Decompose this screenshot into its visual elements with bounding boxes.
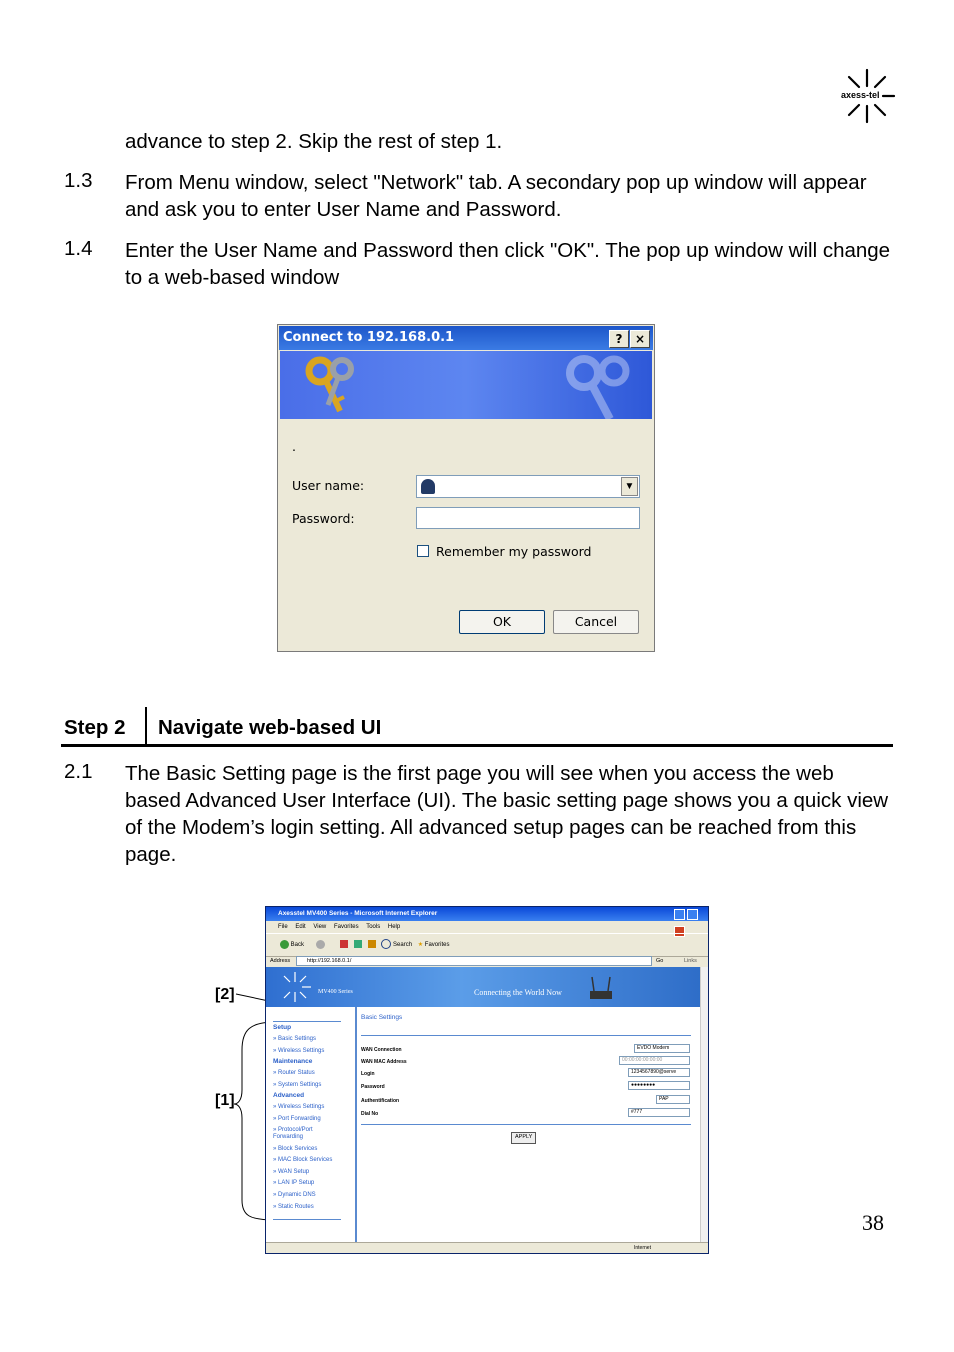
banner-slogan: Connecting the World Now (474, 988, 562, 997)
sidebar-item[interactable]: » Router Status (273, 1070, 315, 1076)
step-number: 1.4 (64, 237, 93, 260)
router-main (358, 1007, 701, 1243)
dialog-banner (280, 351, 652, 419)
dialog-title: Connect to 192.168.0.1 (283, 330, 455, 345)
apply-button[interactable]: APPLY (511, 1132, 536, 1144)
links-label: Links (684, 958, 697, 964)
search-icon[interactable] (381, 939, 391, 949)
password-field[interactable] (416, 507, 640, 529)
menu-item[interactable]: Help (387, 924, 401, 930)
page-number: 38 (862, 1210, 884, 1235)
wan-connection-select[interactable]: EVDO Modem (634, 1044, 690, 1053)
router-sidebar (266, 1007, 357, 1243)
form-label: WAN Connection (361, 1047, 402, 1053)
step-title: Navigate web-based UI (158, 716, 382, 739)
search-button[interactable]: Search (393, 942, 413, 948)
step-label: Step 2 (64, 716, 126, 739)
sidebar-item[interactable]: » Block Services (273, 1146, 318, 1152)
auth-select[interactable]: PAP (656, 1095, 690, 1104)
sidebar-item[interactable]: » LAN IP Setup (273, 1180, 315, 1186)
axesstel-logo-icon (278, 970, 312, 1004)
address-bar (266, 955, 708, 967)
forward-icon[interactable] (316, 940, 325, 949)
address-input[interactable]: http://192.168.0.1/ (296, 956, 652, 966)
step-divider (145, 707, 147, 745)
brand-logo (838, 68, 896, 124)
user-icon (421, 479, 435, 494)
step-text: From Menu window, select "Network" tab. A secondary pop up window will appear and ask you to enter User Name and Password. (125, 171, 867, 221)
sidebar-heading: Maintenance (273, 1058, 313, 1065)
form-label: Authentification (361, 1098, 400, 1104)
close-button[interactable]: × (630, 330, 650, 348)
menu-item[interactable]: Edit (295, 924, 306, 930)
username-combobox[interactable] (416, 475, 640, 498)
sidebar-item[interactable]: » Protocol/Port Forwarding (273, 1127, 313, 1140)
favorites-button[interactable]: Favorites (424, 942, 450, 948)
keys-watermark-icon (544, 353, 644, 419)
page-title: Basic Settings (361, 1014, 403, 1021)
sidebar-item[interactable]: » Wireless Settings (273, 1104, 325, 1110)
menu-item[interactable]: Favorites (333, 924, 359, 930)
form-label: Login (361, 1071, 375, 1077)
browser-scrollbar[interactable] (700, 967, 708, 1243)
browser-toolbar (266, 933, 708, 957)
step-rule (61, 744, 893, 747)
step-text: Enter the User Name and Password then click "OK". The pop up window will change to a web-based window (125, 239, 891, 289)
dialog-titlebar (279, 326, 653, 350)
back-icon[interactable] (280, 940, 289, 949)
remember-label: Remember my password (436, 544, 592, 559)
menu-item[interactable]: Tools (366, 924, 381, 930)
cancel-button[interactable]: Cancel (553, 610, 639, 634)
mac-address-field[interactable]: 00:00:00:00:00:00 (619, 1056, 690, 1065)
browser-statusbar (266, 1242, 708, 1253)
password-label: Password: (292, 511, 355, 526)
help-button[interactable]: ? (609, 330, 629, 348)
logo-text: axess-tel (841, 90, 880, 100)
stop-icon[interactable] (340, 940, 348, 948)
sidebar-item[interactable]: » Dynamic DNS (273, 1192, 316, 1198)
chevron-down-icon[interactable]: ▼ (621, 477, 638, 496)
sidebar-item[interactable]: » System Settings (273, 1082, 322, 1088)
intro-text: advance to step 2. Skip the rest of step 1. (125, 130, 503, 153)
router-page (266, 1007, 701, 1243)
router-icon (586, 973, 616, 1003)
sidebar-item[interactable]: » Static Routes (273, 1204, 314, 1210)
sidebar-item[interactable]: » Wireless Settings (273, 1048, 325, 1054)
dialog-dot: . (292, 439, 296, 454)
menu-item[interactable]: File (278, 924, 288, 930)
step-number: 1.3 (64, 169, 93, 192)
sidebar-item[interactable]: » WAN Setup (273, 1169, 310, 1175)
step-text: The Basic Setting page is the first page you will see when you access the web based Advanced User Interface (UI). The basic setting page shows you a quick view of the Modem’s login setting. All advanced setup pages can be reached from this page. (125, 762, 889, 866)
address-label: Address (270, 958, 291, 964)
sidebar-item[interactable]: » MAC Block Services (273, 1157, 333, 1163)
form-label: Password (361, 1084, 385, 1090)
keys-icon (298, 353, 368, 419)
sidebar-item[interactable]: » Port Forwarding (273, 1116, 321, 1122)
form-label: Dial No (361, 1111, 379, 1117)
browser-menubar (266, 921, 708, 933)
router-banner (266, 967, 701, 1007)
sidebar-item[interactable]: » Basic Settings (273, 1036, 317, 1042)
form-label: WAN MAC Address (361, 1059, 407, 1065)
sidebar-heading: Advanced (273, 1092, 305, 1099)
refresh-icon[interactable] (354, 940, 362, 948)
remember-checkbox[interactable] (417, 545, 429, 557)
menu-item[interactable]: View (313, 924, 327, 930)
window-controls[interactable] (674, 909, 706, 919)
username-label: User name: (292, 478, 365, 493)
banner-product: MV400 Series (318, 989, 353, 995)
go-button[interactable]: Go (656, 958, 664, 964)
browser-title: Axesstel MV400 Series - Microsoft Internet Explorer (278, 910, 438, 917)
star-icon[interactable]: ★ (417, 942, 424, 948)
callout-label: [1] (215, 1092, 235, 1109)
login-field[interactable]: 1234567890@serve (628, 1068, 690, 1077)
browser-titlebar (266, 907, 708, 921)
dial-number-field[interactable]: #777 (628, 1108, 690, 1117)
home-icon[interactable] (368, 940, 376, 948)
password-field[interactable]: ●●●●●●●● (628, 1081, 690, 1090)
callout-label: [2] (215, 986, 235, 1003)
sidebar-heading: Setup (273, 1024, 292, 1031)
login-dialog (277, 324, 655, 652)
status-zone: Internet (634, 1245, 651, 1251)
back-button[interactable]: Back (290, 942, 305, 948)
step-number: 2.1 (64, 760, 93, 783)
ok-button[interactable]: OK (459, 610, 545, 634)
browser-window (265, 906, 709, 1254)
